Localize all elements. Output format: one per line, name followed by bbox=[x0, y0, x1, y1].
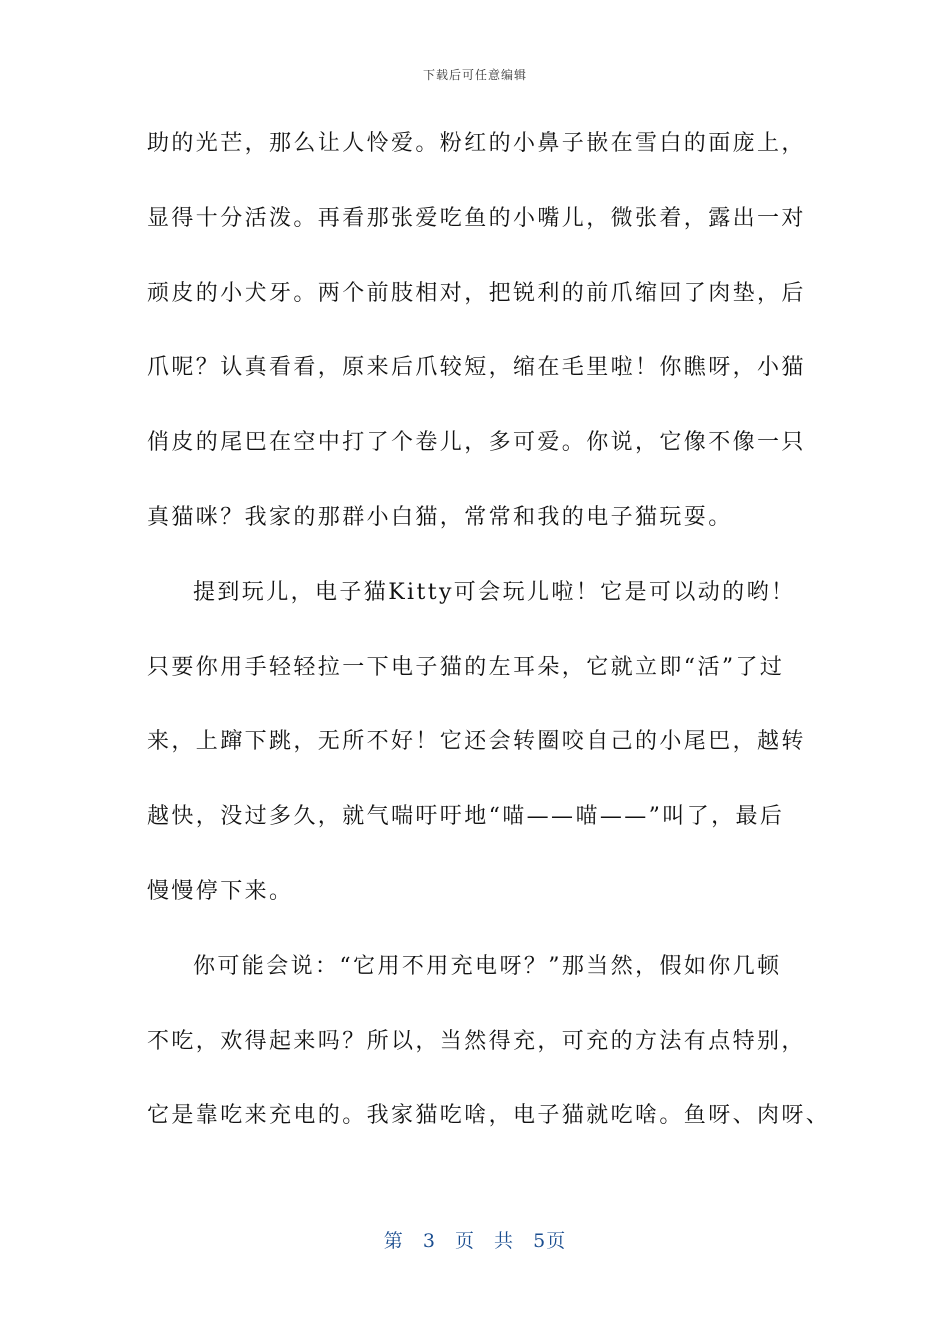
footer-label-di: 第 bbox=[383, 1230, 404, 1252]
footer-label-ye: 页 bbox=[454, 1230, 475, 1252]
footer-label-gong: 共 bbox=[494, 1230, 515, 1252]
text-line: 显得十分活泼。再看那张爱吃鱼的小嘴儿，微张着，露出一对 bbox=[147, 205, 806, 231]
text-line: 不吃，欢得起来吗？所以，当然得充，可充的方法有点特别， bbox=[147, 1028, 806, 1054]
text-line: 助的光芒，那么让人怜爱。粉红的小鼻子嵌在雪白的面庞上， bbox=[147, 131, 806, 156]
text-line: 顽皮的小犬牙。两个前肢相对，把锐利的前爪缩回了肉垫，后 bbox=[147, 280, 806, 306]
page-footer bbox=[0, 1226, 950, 1253]
text-line: 你可能会说：“它用不用充电呀？”那当然，假如你几顿 bbox=[193, 953, 782, 979]
text-line: 真猫咪？我家的那群小白猫，常常和我的电子猫玩耍。 bbox=[147, 504, 733, 530]
text-line: 提到玩儿，电子猫Kitty可会玩儿啦！它是可以动的哟！ bbox=[193, 579, 796, 605]
document-body bbox=[147, 124, 831, 1171]
page-header: 下载后可任意编辑 bbox=[422, 68, 527, 82]
text-line: 俏皮的尾巴在空中打了个卷儿，多可爱。你说，它像不像一只 bbox=[147, 430, 806, 456]
text-line: 它是靠吃来充电的。我家猫吃啥，电子猫就吃啥。鱼呀、肉呀、 bbox=[147, 1103, 831, 1129]
text-line: 只要你用手轻轻拉一下电子猫的左耳朵，它就立即“活”了过 bbox=[147, 654, 785, 680]
footer-total-pages: 5页 bbox=[533, 1230, 567, 1252]
text-line: 爪呢？认真看看，原来后爪较短，缩在毛里啦！你瞧呀，小猫 bbox=[147, 355, 806, 381]
text-line: 越快，没过多久，就气喘吁吁地“喵——喵——”叫了，最后 bbox=[147, 804, 785, 830]
text-line: 慢慢停下来。 bbox=[147, 878, 294, 904]
text-line: 来，上蹿下跳，无所不好！它还会转圈咬自己的小尾巴，越转 bbox=[147, 729, 806, 755]
footer-current-page: 3 bbox=[422, 1230, 436, 1252]
